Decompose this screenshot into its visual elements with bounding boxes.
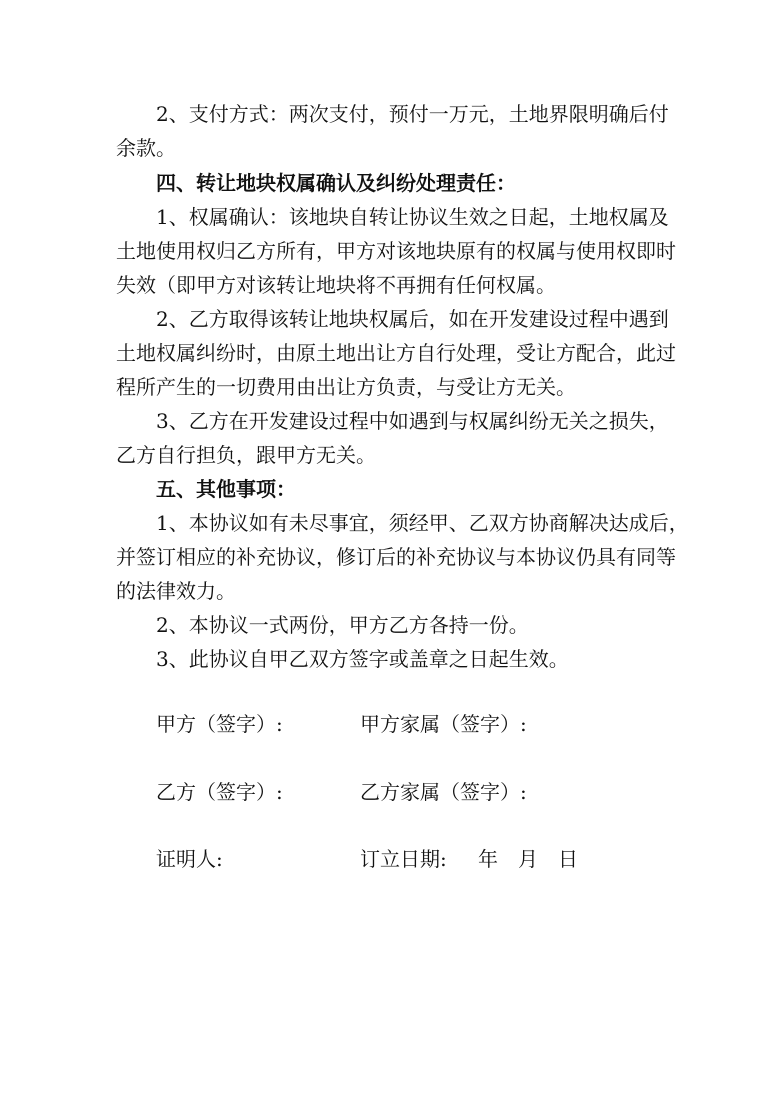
section-5-1-line-1: 1、本协议如有未尽事宜，须经甲、乙双方协商解决达成后， bbox=[156, 511, 689, 535]
date-year-label: 年 bbox=[478, 847, 498, 871]
payment-method-line-2: 余款。 bbox=[116, 136, 176, 160]
section-4-2-line-1: 2、乙方取得该转让地块权属后，如在开发建设过程中遇到 bbox=[156, 307, 669, 331]
section-5-heading: 五、其他事项： bbox=[156, 477, 296, 501]
section-4-3-line-2: 乙方自行担负，跟甲方无关。 bbox=[116, 443, 376, 467]
signing-date-label: 订立日期: bbox=[360, 847, 447, 871]
section-5-3: 3、此协议自甲乙双方签字或盖章之日起生效。 bbox=[156, 647, 569, 671]
party-a-signature-label: 甲方（签字）: bbox=[156, 712, 283, 736]
section-4-1-line-2: 土地使用权归乙方所有，甲方对该地块原有的权属与使用权即时 bbox=[116, 239, 676, 263]
section-4-2-line-2: 土地权属纠纷时，由原土地出让方自行处理，受让方配合，此过 bbox=[116, 341, 676, 365]
payment-method-line-1: 2、支付方式：两次支付，预付一万元，土地界限明确后付 bbox=[156, 102, 669, 126]
date-day-label: 日 bbox=[558, 847, 578, 871]
section-4-heading: 四、转让地块权属确认及纠纷处理责任： bbox=[156, 171, 516, 195]
party-a-family-signature-label: 甲方家属（签字）: bbox=[360, 712, 527, 736]
party-b-signature-label: 乙方（签字）: bbox=[156, 780, 283, 804]
section-5-1-line-2: 并签订相应的补充协议，修订后的补充协议与本协议仍具有同等 bbox=[116, 545, 676, 569]
party-b-family-signature-label: 乙方家属（签字）: bbox=[360, 780, 527, 804]
section-5-2: 2、本协议一式两份，甲方乙方各持一份。 bbox=[156, 613, 529, 637]
witness-label: 证明人: bbox=[156, 847, 223, 871]
section-4-3-line-1: 3、乙方在开发建设过程中如遇到与权属纠纷无关之损失， bbox=[156, 409, 669, 433]
section-4-1-line-3: 失效（即甲方对该转让地块将不再拥有任何权属。 bbox=[116, 273, 556, 297]
section-5-1-line-3: 的法律效力。 bbox=[116, 579, 236, 603]
date-month-label: 月 bbox=[518, 847, 538, 871]
section-4-2-line-3: 程所产生的一切费用由出让方负责，与受让方无关。 bbox=[116, 375, 576, 399]
section-4-1-line-1: 1、权属确认：该地块自转让协议生效之日起，土地权属及 bbox=[156, 205, 669, 229]
